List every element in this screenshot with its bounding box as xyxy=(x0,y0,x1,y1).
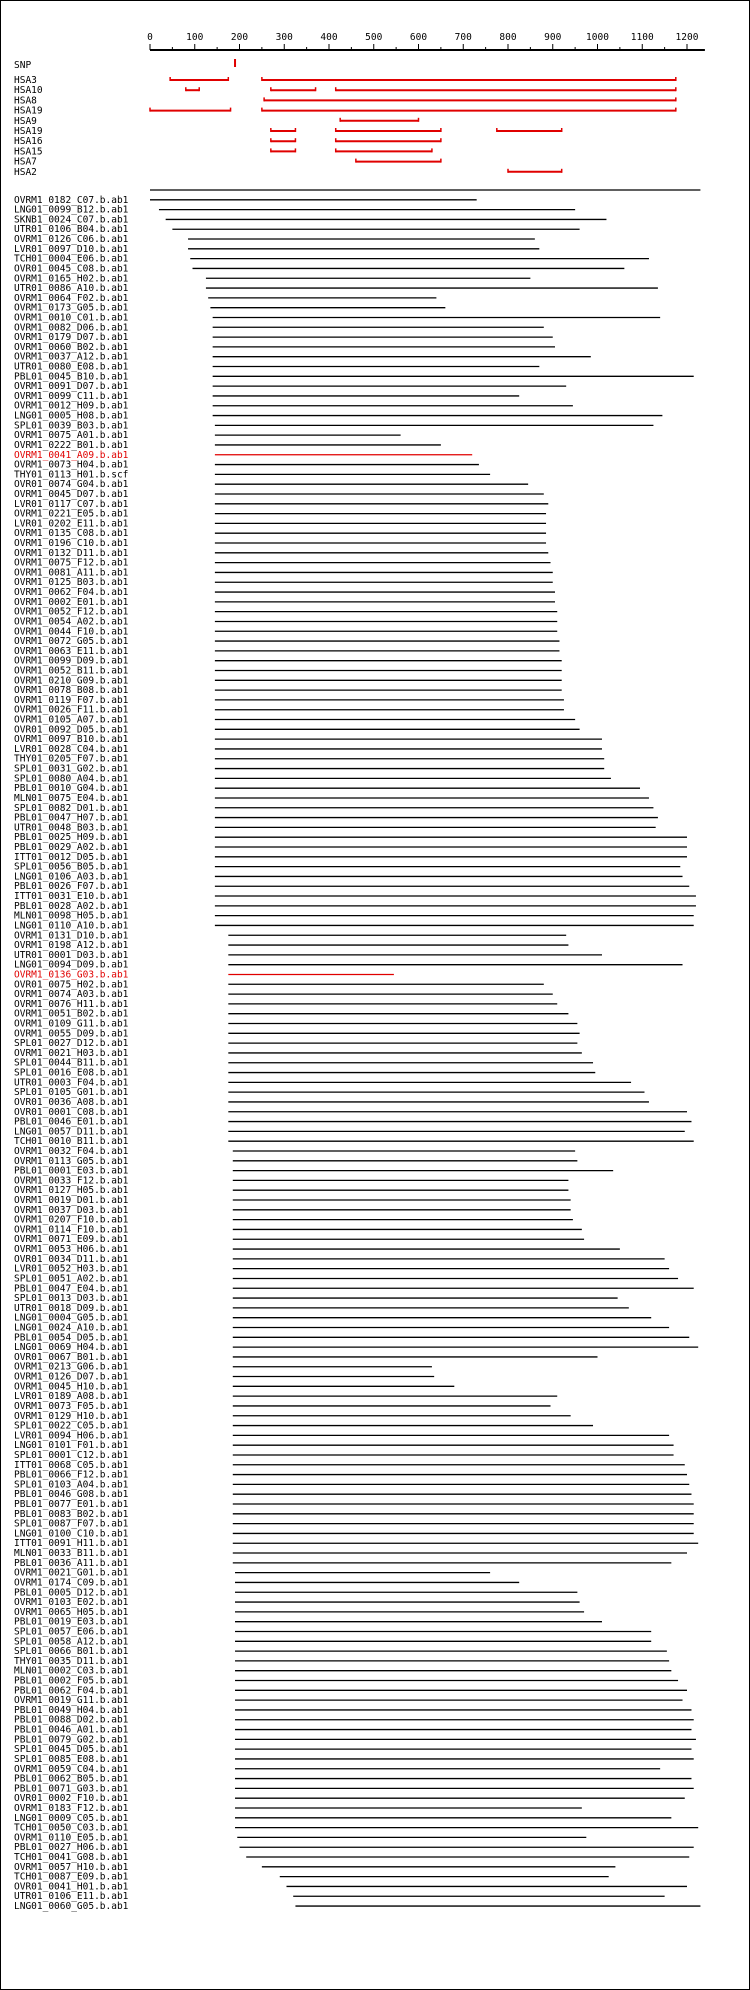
read-label: OVRM1_0099_D09.b.ab1 xyxy=(14,655,129,667)
read-label: LNG01_0100_C10.b.ab1 xyxy=(14,1528,129,1540)
read-label: OVRM1_0053_H06.b.ab1 xyxy=(14,1244,129,1256)
read-label: SPL01_0087_F07.b.ab1 xyxy=(14,1518,129,1530)
read-label: UTR01_0048_B03.b.ab1 xyxy=(14,822,129,834)
read-label: UTR01_0080_E08.b.ab1 xyxy=(14,361,129,373)
read-label: OVRM1_0010_C01.b.ab1 xyxy=(14,312,129,324)
read-label: OVRM1_0207_F10.b.ab1 xyxy=(14,1214,129,1226)
read-label: LNG01_0099_B12.b.ab1 xyxy=(14,204,129,216)
read-label: LVR01_0189_A08.b.ab1 xyxy=(14,1391,129,1403)
hsa-tracks xyxy=(14,75,676,178)
read-label: OVRM1_0026_F11.b.ab1 xyxy=(14,704,129,716)
read-label: UTR01_0001_D03.b.ab1 xyxy=(14,949,129,961)
read-label: OVRM1_0072_G05.b.ab1 xyxy=(14,636,129,648)
hsa-label: HSA10 xyxy=(14,85,43,97)
position-axis xyxy=(14,32,705,71)
axis-tick-label: 0 xyxy=(147,32,153,43)
read-label: OVRM1_0073_F05.b.ab1 xyxy=(14,1400,129,1412)
read-label: LNG01_0106_A03.b.ab1 xyxy=(14,871,129,883)
read-label: OVRM1_0064_F02.b.ab1 xyxy=(14,292,129,304)
read-label: OVRM1_0165_H02.b.ab1 xyxy=(14,273,129,285)
read-label: OVRM1_0109_G11.b.ab1 xyxy=(14,1018,129,1030)
read-tracks xyxy=(14,190,700,1912)
read-label: OVRM1_0105_A07.b.ab1 xyxy=(14,714,129,726)
read-label: UTR01_0086_A10.b.ab1 xyxy=(14,283,129,295)
read-label: OVRM1_0002_E01.b.ab1 xyxy=(14,596,129,608)
snp-marker xyxy=(234,59,236,67)
read-label: ITT01_0068_C05.b.ab1 xyxy=(14,1459,129,1471)
read-label: OVRM1_0052_B11.b.ab1 xyxy=(14,665,129,677)
read-label: LNG01_0004_G05.b.ab1 xyxy=(14,1312,129,1324)
read-label: OVRM1_0221_E05.b.ab1 xyxy=(14,508,129,520)
read-label: OVR01_0092_D05.b.ab1 xyxy=(14,724,129,736)
read-label: SPL01_0031_G02.b.ab1 xyxy=(14,763,129,775)
axis-tick-label: 800 xyxy=(499,32,517,43)
read-label: OVRM1_0174_C09.b.ab1 xyxy=(14,1577,129,1589)
read-label: TCH01_0041_G08.b.ab1 xyxy=(14,1852,129,1864)
read-label: OVRM1_0173_G05.b.ab1 xyxy=(14,302,129,314)
read-label: LNG01_0057_D11.b.ab1 xyxy=(14,1126,129,1138)
read-label: OVRM1_0059_C04.b.ab1 xyxy=(14,1763,129,1775)
hsa-label: HSA15 xyxy=(14,146,43,158)
read-label: OVRM1_0019_G11.b.ab1 xyxy=(14,1695,129,1707)
read-label: OVRM1_0060_B02.b.ab1 xyxy=(14,341,129,353)
axis-tick-label: 1100 xyxy=(630,32,654,43)
read-label: SPL01_0022_C05.b.ab1 xyxy=(14,1420,129,1432)
read-label: OVRM1_0114_F10.b.ab1 xyxy=(14,1224,129,1236)
read-label: OVRM1_0054_A02.b.ab1 xyxy=(14,616,129,628)
read-label: OVRM1_0222_B01.b.ab1 xyxy=(14,439,129,451)
read-label: MLN01_0033_B11.b.ab1 xyxy=(14,1548,129,1560)
read-label: OVRM1_0126_D07.b.ab1 xyxy=(14,1371,129,1383)
read-label: LVR01_0052_H03.b.ab1 xyxy=(14,1263,129,1275)
read-label: OVRM1_0099_C11.b.ab1 xyxy=(14,390,129,402)
hsa-label: HSA19 xyxy=(14,105,43,117)
read-label: OVRM1_0076_H11.b.ab1 xyxy=(14,998,129,1010)
read-label: OVRM1_0012_H09.b.ab1 xyxy=(14,400,129,412)
read-label: OVR01_0067_B01.b.ab1 xyxy=(14,1351,129,1363)
read-label: OVRM1_0021_G01.b.ab1 xyxy=(14,1567,129,1579)
read-label: PBL01_0005_D12.b.ab1 xyxy=(14,1587,129,1599)
read-label: TCH01_0010_B11.b.ab1 xyxy=(14,1136,129,1148)
read-label: MLN01_0075_E04.b.ab1 xyxy=(14,792,129,804)
axis-tick-label: 100 xyxy=(186,32,204,43)
read-label: OVRM1_0127_H05.b.ab1 xyxy=(14,1185,129,1197)
axis-tick-label: 900 xyxy=(544,32,562,43)
read-label: LVR01_0097_D10.b.ab1 xyxy=(14,243,129,255)
read-label: SPL01_0013_D03.b.ab1 xyxy=(14,1293,129,1305)
read-label: PBL01_0062_F04.b.ab1 xyxy=(14,1685,129,1697)
read-label: UTR01_0018_D09.b.ab1 xyxy=(14,1302,129,1314)
read-label: SPL01_0103_A04.b.ab1 xyxy=(14,1479,129,1491)
read-label: SPL01_0045_D05.b.ab1 xyxy=(14,1744,129,1756)
read-label: OVRM1_0037_D03.b.ab1 xyxy=(14,1204,129,1216)
read-label: OVRM1_0033_F12.b.ab1 xyxy=(14,1175,129,1187)
read-label: OVRM1_0045_D07.b.ab1 xyxy=(14,488,129,500)
axis-tick-label: 700 xyxy=(454,32,472,43)
read-label: LNG01_0110_A10.b.ab1 xyxy=(14,920,129,932)
read-label: TCH01_0087_E09.b.ab1 xyxy=(14,1871,129,1883)
read-label: SPL01_0056_B05.b.ab1 xyxy=(14,861,129,873)
read-label: SPL01_0057_E06.b.ab1 xyxy=(14,1626,129,1638)
read-label: PBL01_0047_H07.b.ab1 xyxy=(14,812,129,824)
read-label: PBL01_0010_G04.b.ab1 xyxy=(14,783,129,795)
read-label: SPL01_0105_G01.b.ab1 xyxy=(14,1087,129,1099)
axis-tick-label: 500 xyxy=(365,32,383,43)
read-label: UTR01_0106_E11.b.ab1 xyxy=(14,1891,129,1903)
read-label: PBL01_0066_F12.b.ab1 xyxy=(14,1469,129,1481)
hsa-label: HSA8 xyxy=(14,95,37,107)
read-label: SPL01_0039_B03.b.ab1 xyxy=(14,420,129,432)
read-label: OVRM1_0182_C07.b.ab1 xyxy=(14,194,129,206)
read-label: ITT01_0012_D05.b.ab1 xyxy=(14,851,129,863)
read-label: PBL01_0029_A02.b.ab1 xyxy=(14,842,129,854)
read-label: SPL01_0082_D01.b.ab1 xyxy=(14,802,129,814)
read-label: SPL01_0027_D12.b.ab1 xyxy=(14,1038,129,1050)
hsa-label: HSA7 xyxy=(14,156,37,168)
read-label: PBL01_0019_E03.b.ab1 xyxy=(14,1616,129,1628)
read-label: PBL01_0079_G02.b.ab1 xyxy=(14,1734,129,1746)
read-label: OVRM1_0055_D09.b.ab1 xyxy=(14,1028,129,1040)
read-label: LVR01_0094_H06.b.ab1 xyxy=(14,1430,129,1442)
read-label: PBL01_0077_E01.b.ab1 xyxy=(14,1499,129,1511)
read-label: OVRM1_0179_D07.b.ab1 xyxy=(14,332,129,344)
read-label: OVR01_0074_G04.b.ab1 xyxy=(14,479,129,491)
read-label: OVRM1_0198_A12.b.ab1 xyxy=(14,940,129,952)
read-label: TCH01_0004_E06.b.ab1 xyxy=(14,253,129,265)
read-label: PBL01_0001_E03.b.ab1 xyxy=(14,1165,129,1177)
read-label: LNG01_0005_H08.b.ab1 xyxy=(14,410,129,422)
read-label: OVRM1_0119_F07.b.ab1 xyxy=(14,694,129,706)
read-label: PBL01_0026_F07.b.ab1 xyxy=(14,881,129,893)
read-label: OVRM1_0103_E02.b.ab1 xyxy=(14,1597,129,1609)
read-label: OVRM1_0021_H03.b.ab1 xyxy=(14,1047,129,1059)
read-label: THY01_0113_H01.b.scf xyxy=(14,469,129,481)
read-label: LVR01_0028_C04.b.ab1 xyxy=(14,743,129,755)
read-label: SPL01_0001_C12.b.ab1 xyxy=(14,1449,129,1461)
read-label: PBL01_0028_A02.b.ab1 xyxy=(14,900,129,912)
read-label: OVRM1_0019_D01.b.ab1 xyxy=(14,1195,129,1207)
axis-tick-label: 1000 xyxy=(586,32,609,43)
read-label: OVRM1_0052_F12.b.ab1 xyxy=(14,606,129,618)
read-label: OVRM1_0051_B02.b.ab1 xyxy=(14,1008,129,1020)
read-label: OVRM1_0082_D06.b.ab1 xyxy=(14,322,129,334)
read-label: OVRM1_0091_D07.b.ab1 xyxy=(14,381,129,393)
read-label: OVRM1_0110_E05.b.ab1 xyxy=(14,1832,129,1844)
axis-tick-label: 1200 xyxy=(675,32,699,43)
read-label: OVRM1_0041_A09.b.ab1 xyxy=(14,449,129,461)
read-label: OVRM1_0063_E11.b.ab1 xyxy=(14,645,129,657)
read-label: PBL01_0045_B10.b.ab1 xyxy=(14,371,129,383)
read-label: LNG01_0069_H04.b.ab1 xyxy=(14,1342,129,1354)
read-label: SPL01_0080_A04.b.ab1 xyxy=(14,773,129,785)
read-label: PBL01_0071_G03.b.ab1 xyxy=(14,1783,129,1795)
read-label: OVR01_0036_A08.b.ab1 xyxy=(14,1096,129,1108)
read-label: PBL01_0054_D05.b.ab1 xyxy=(14,1332,129,1344)
read-label: THY01_0035_D11.b.ab1 xyxy=(14,1655,129,1667)
read-label: OVRM1_0032_F04.b.ab1 xyxy=(14,1145,129,1157)
hsa-label: HSA2 xyxy=(14,166,37,178)
read-label: OVRM1_0136_G03.b.ab1 xyxy=(14,969,129,981)
read-label: OVR01_0041_H01.b.ab1 xyxy=(14,1881,129,1893)
read-label: PBL01_0046_A01.b.ab1 xyxy=(14,1724,129,1736)
read-label: OVRM1_0183_F12.b.ab1 xyxy=(14,1802,129,1814)
read-label: SPL01_0016_E08.b.ab1 xyxy=(14,1067,129,1079)
read-label: PBL01_0046_E01.b.ab1 xyxy=(14,1116,129,1128)
read-label: OVRM1_0071_E09.b.ab1 xyxy=(14,1234,129,1246)
read-label: SPL01_0044_B11.b.ab1 xyxy=(14,1057,129,1069)
read-label: LNG01_0094_D09.b.ab1 xyxy=(14,959,129,971)
read-label: OVRM1_0073_H04.b.ab1 xyxy=(14,459,129,471)
read-label: SKNB1_0024_C07.b.ab1 xyxy=(14,214,129,226)
read-label: OVRM1_0078_B08.b.ab1 xyxy=(14,685,129,697)
hsa-label: HSA19 xyxy=(14,126,43,137)
read-label: UTR01_0003_F04.b.ab1 xyxy=(14,1077,129,1089)
read-label: MLN01_0002_C03.b.ab1 xyxy=(14,1665,129,1677)
read-label: SPL01_0051_A02.b.ab1 xyxy=(14,1273,129,1285)
read-label: OVRM1_0057_H10.b.ab1 xyxy=(14,1861,129,1873)
axis-tick-label: 200 xyxy=(230,32,249,43)
read-label: OVRM1_0037_A12.b.ab1 xyxy=(14,351,129,363)
read-label: OVRM1_0129_H10.b.ab1 xyxy=(14,1410,129,1422)
read-label: LNG01_0009_C05.b.ab1 xyxy=(14,1812,129,1824)
hsa-label: HSA3 xyxy=(14,75,37,86)
read-label: MLN01_0098_H05.b.ab1 xyxy=(14,910,129,922)
hsa-label: HSA16 xyxy=(14,136,43,148)
read-label: PBL01_0047_E04.b.ab1 xyxy=(14,1283,129,1295)
read-label: PBL01_0083_B02.b.ab1 xyxy=(14,1508,129,1520)
read-label: LVR01_0202_E11.b.ab1 xyxy=(14,518,129,530)
read-label: OVRM1_0125_B03.b.ab1 xyxy=(14,577,129,589)
read-label: TCH01_0050_C03.b.ab1 xyxy=(14,1822,129,1834)
read-label: PBL01_0062_B05.b.ab1 xyxy=(14,1773,129,1785)
read-label: OVRM1_0062_F04.b.ab1 xyxy=(14,587,129,599)
read-label: OVRM1_0113_G05.b.ab1 xyxy=(14,1155,129,1167)
read-label: OVR01_0002_F10.b.ab1 xyxy=(14,1793,129,1805)
read-label: OVRM1_0213_G06.b.ab1 xyxy=(14,1361,129,1373)
read-label: OVRM1_0135_C08.b.ab1 xyxy=(14,528,129,540)
read-label: PBL01_0027_H06.b.ab1 xyxy=(14,1842,129,1854)
axis-tick-label: 300 xyxy=(275,32,293,43)
read-label: OVR01_0034_D11.b.ab1 xyxy=(14,1253,129,1265)
read-label: SPL01_0085_E08.b.ab1 xyxy=(14,1753,129,1765)
read-label: OVRM1_0131_D10.b.ab1 xyxy=(14,930,129,942)
read-label: PBL01_0088_D02.b.ab1 xyxy=(14,1714,129,1726)
snp-label: SNP xyxy=(14,60,32,71)
read-label: SPL01_0066_B01.b.ab1 xyxy=(14,1646,129,1658)
read-label: OVRM1_0210_G09.b.ab1 xyxy=(14,675,129,687)
read-label: PBL01_0036_A11.b.ab1 xyxy=(14,1557,129,1569)
read-label: OVR01_0045_C08.b.ab1 xyxy=(14,263,129,275)
read-label: ITT01_0031_E10.b.ab1 xyxy=(14,891,129,903)
read-label: OVRM1_0097_B10.b.ab1 xyxy=(14,734,129,746)
read-label: OVR01_0075_H02.b.ab1 xyxy=(14,979,129,991)
read-label: OVRM1_0132_D11.b.ab1 xyxy=(14,547,129,559)
read-label: OVRM1_0196_C10.b.ab1 xyxy=(14,538,129,550)
read-label: LVR01_0117_C07.b.ab1 xyxy=(14,498,129,510)
read-label: PBL01_0046_G08.b.ab1 xyxy=(14,1489,129,1501)
read-label: OVR01_0001_C08.b.ab1 xyxy=(14,1106,129,1118)
axis-tick-label: 400 xyxy=(320,32,338,43)
read-label: PBL01_0049_H04.b.ab1 xyxy=(14,1704,129,1716)
read-label: UTR01_0106_B04.b.ab1 xyxy=(14,224,129,236)
read-label: OVRM1_0081_A11.b.ab1 xyxy=(14,567,129,579)
read-label: OVRM1_0044_F10.b.ab1 xyxy=(14,626,129,638)
read-label: LNG01_0101_F01.b.ab1 xyxy=(14,1440,129,1452)
read-label: ITT01_0091_H11.b.ab1 xyxy=(14,1538,129,1550)
read-label: THY01_0205_F07.b.ab1 xyxy=(14,753,129,765)
hsa-label: HSA9 xyxy=(14,115,37,127)
read-label: OVRM1_0075_A01.b.ab1 xyxy=(14,430,129,442)
axis-tick-label: 600 xyxy=(409,32,428,43)
read-label: OVRM1_0065_H05.b.ab1 xyxy=(14,1606,129,1618)
read-label: LNG01_0024_A10.b.ab1 xyxy=(14,1322,129,1334)
read-label: OVRM1_0075_F12.b.ab1 xyxy=(14,557,129,569)
read-label: SPL01_0058_A12.b.ab1 xyxy=(14,1636,129,1648)
read-label: LNG01_0060_G05.b.ab1 xyxy=(14,1901,129,1913)
read-label: OVRM1_0126_C06.b.ab1 xyxy=(14,234,129,246)
read-label: PBL01_0002_F05.b.ab1 xyxy=(14,1675,129,1687)
read-label: OVRM1_0074_A03.b.ab1 xyxy=(14,989,129,1001)
read-label: PBL01_0025_H09.b.ab1 xyxy=(14,832,129,844)
read-label: OVRM1_0045_H10.b.ab1 xyxy=(14,1381,129,1393)
